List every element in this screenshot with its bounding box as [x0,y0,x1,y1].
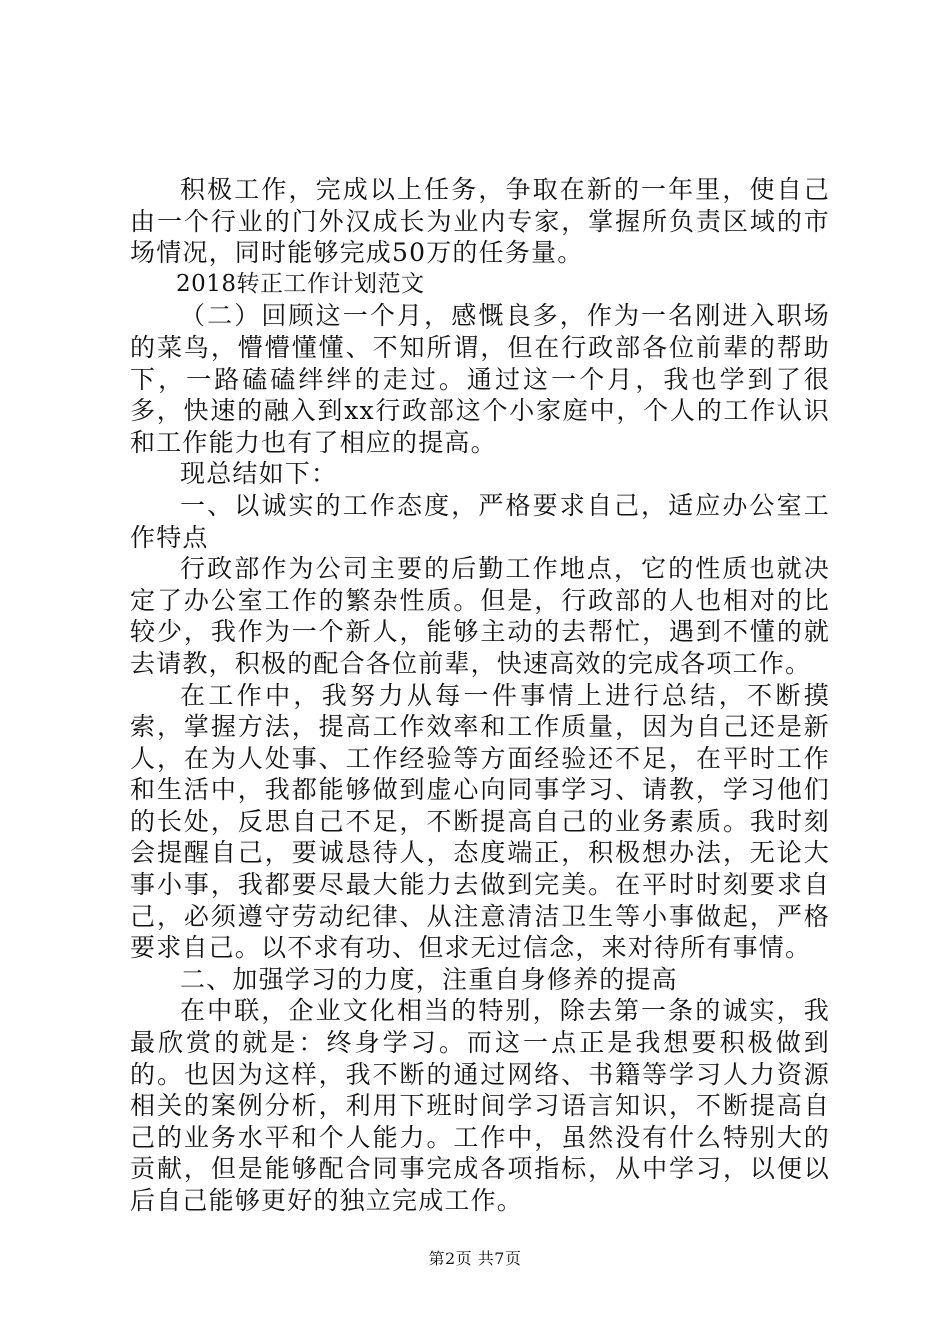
paragraph-summary-lead: 现总结如下： [180,459,338,489]
heading-two: 二、加强学习的力度，注重自身修养的提高 [180,964,678,994]
paragraph-review: （二）回顾这一个月，感慨良多，作为一名刚进入职场的菜鸟，懵懵懂懂、不知所谓，但在行政部各位前辈的帮助下，一路磕磕绊绊的走过。通过这一个月，我也学到了很多，快速的融入到xx行政部这个小家庭中，个人的工作认识和工作能力也有了相应的提高。 [130,301,830,457]
paragraph-intro: 积极工作，完成以上任务，争取在新的一年里，使自己由一个行业的门外汉成长为业内专家，掌握所负责区域的市场情况，同时能够完成50万的任务量。 [130,175,830,268]
heading-one: 一、以诚实的工作态度，严格要求自己，适应办公室工作特点 [130,490,830,552]
paragraph-learning: 在中联，企业文化相当的特别，除去第一条的诚实，我最欣赏的就是：终身学习。而这一点正是我想要积极做到的。也因为这样，我不断的通过网络、书籍等学习人力资源相关的案例分析，利用下班时间学习语言知识，不断提高自己的业务水平和个人能力。工作中，虽然没有什么特别大的贡献，但是能够配合同事完成各项指标，从中学习，以便以后自己能够更好的独立完成工作。 [130,996,830,1215]
page-number-footer: 第2页 共7页 [428,1249,522,1268]
section-title: 2018转正工作计划范文 [176,270,425,297]
paragraph-admin-dept: 行政部作为公司主要的后勤工作地点，它的性质也就决定了办公室工作的繁杂性质。但是，行政部的人也相对的比较少，我作为一个新人，能够主动的去帮忙，遇到不懂的就去请教，积极的配合各位前辈，快速高效的完成各项工作。 [130,554,830,678]
paragraph-work-practice: 在工作中，我努力从每一件事情上进行总结，不断摸索，掌握方法，提高工作效率和工作质量，因为自己还是新人，在为人处事、工作经验等方面经验还不足，在平时工作和生活中，我都能够做到虚心向同事学习、请教，学习他们的长处，反思自己不足，不断提高自己的业务素质。我时刻会提醒自己，要诚恳待人，态度端正，积极想办法，无论大事小事，我都要尽最大能力去做到完美。在平时时刻要求自己，必须遵守劳动纪律、从注意清洁卫生等小事做起，严格要求自己。以不求有功、但求无过信念，来对待所有事情。 [130,680,830,963]
document-body [130,174,830,1217]
